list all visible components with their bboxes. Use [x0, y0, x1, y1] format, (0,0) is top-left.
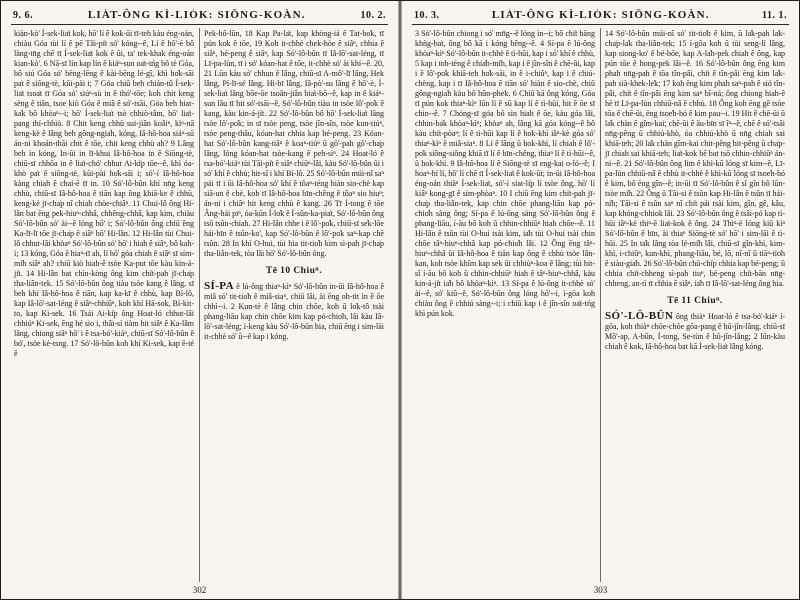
paragraph-text: ê lú-ông thiaⁿ-kìⁿ Só'-lô-bûn in-ūi Iâ-hô-hoa ê miâ só' tit-tio̍h ê miâ-siaⁿ, chiū lâi, ài ēng oh-tit ìn ê ōe chhì--i. 2 Kun-tè ê lâng chin chōe, koh ū lo̍k-tô tsài phang-liāu kap chin chōe kim kap pó-chio̍h, lâi kàu Iâ-lō'-sat-léng; í-keng kàu Só'-lô-bûn hia, chiū ēng i sim-lāi it-chhè só' ū--ê kap i kóng.: [204, 282, 384, 341]
chapter-heading-11: Tē 11 Chiuⁿ.: [667, 296, 723, 306]
verse-ref-top-left: 9. 6.: [13, 10, 33, 21]
dropcap-lead: SÍ-PA: [204, 280, 234, 292]
running-title-right: LIA̍T-ÔNG KÌ-LIO̍K: SIŌNG-KOÀN.: [491, 9, 710, 21]
verse-ref-top-right: 10. 2.: [360, 10, 386, 21]
scripture-text: kiàn-kò' Í-sek-lia̍t kok, hō' lí ê kok-ūi tī-teh kàu éng-oán, chiàu Góa tùi lí ê pē Tāi-pi̍t só' kóng--ê, Lí ê hō'-è bô làng-tn̄g chē tī Í-sek-lia̍t kok ê ūi, ta' tek-khak éng-oán kian-kò'. 6 Nā-sī lín kap lín ê kiáⁿ-sun oa̍t-tńg bô tè Góa, bô siú Góa só' bēng-lēng ê kài-bēng lé-gî, khì ho̍k-sāi pa̍t ê siōng-tè, kūi-pài i; 7 Góa chiū beh chián-tû Í-sek-lia̍t tsoa̍t tī Góa só' siúⁿ-sù in ê thó'-tōe; koh chit keng sèng ê tiān, tsoe kiò Góa ê miâ ê só'-tsāi, Góa beh hiat-ka̍k bô khòaⁿ--i; hō' Í-sek-lia̍t tsò chhiò-tâm, hō' lia̍t-pang thí-chhiò. 8 Chit keng chhù sui-jiân koâiⁿ, kìⁿ-nā keng-kè ê lâng beh gông-ngia̍h, kóng, Iâ-hô-hoa siáⁿ-sū án-ni khoán-thāi chit ê tōe, chit keng chhù ah? 9 Lâng beh ìn kóng, In-ūi in lī-khui Iâ-hô-hoa in ê Siōng-tè, chiū-sī chhōa in ê lia̍t-chó' chhut Ai-ki̍p tōe--ê, khì óa-khò pa̍t ê siōng-tè, kūi-pài ho̍k-sāi i; só'-í Iâ-hô-hoa kàng chiah ê chai-ē tī in. 10 Só'-lô-bûn khí nn̄g keng chhù, chiū-sī Iâ-hô-hoa ê tiān kap ông khiā-ke ê chhù, keng-kè jī-cha̍p nî chiah chòe-chiâⁿ. 11 Chui-lô ông Hi-lân bat ēng pek-hiuⁿ-chhâ, chhêng-chhâ, kap kim, chiàu Só'-lô-bûn só' ài--ê lóng hō' i; Só'-lô-bûn ông chiū ēng Ka-lī-lī tōe jī-cha̍p ê siâⁿ hō' Hi-lân. 12 Hi-lân tùi Chui-lô chhut-lâi khòaⁿ Só'-lô-bûn só' hō' i hiah ê siâⁿ, bô kah-ì; 13 kóng, Góa ê hiaⁿ-tī ah, lí hō' góa chiah ê siâⁿ sī sím-mi̍h siâⁿ ah? chiū kiò hiah-ê tsòe Ka-put tōe kàu kin-á-ji̍t. 14 Hi-lân bat chìn-kòng ông kim chi̍t-pah jī-cha̍p tha-liân-tek. 15 Só'-lô-bûn ông tiàu tsòe kang ê lâng, sī beh khí Iâ-hô-hoa ê tiān, kap ka-kī ê chhù, kap Bí-lô, kap Iâ-lō'-sat-léng ê siâⁿ-chhiûⁿ, koh khí Hā-sok, Bí-kit-to, kap Ki-sek. 16 Tsái Ai-ki̍p ông Hoat-ló chhut-lâi chhiúⁿ Ki-sek, ēng hé sio i, thâi-sí tiàm hit siâⁿ ê Ka-lâm lâng, chiong siâⁿ hō' i ê tsa-bó'-kiáⁿ, chiū-sī Só'-lô-bûn ê bó', tsòe kè-tsng. 17 Só'-lô-bûn koh khí Ki-sek, kap ē-té ê: [14, 29, 194, 358]
verse-ref-top-right: 11. 1.: [762, 10, 787, 21]
scripture-text: 14 Só'-lô-bûn múi-nî só' tit-tio̍h ê kim, ū la̍k-pah la̍k-cha̍p-la̍k tha-liân-tek; 15 í-gōa koh ū tùi seng-lí lâng, kap siong-ko' ê bé-bōe, kap A-la̍h-pek chiah ê ông, kap pún tōe ê hong-pek lâi--ê. 16 Só'-lô-bûn ông ēng kim phah nn̄g-pah ê tōa tîn-pâi, chi̍t ê tîn-pâi ēng kim la̍k-pah sià-khek-le̍k; 17 koh ēng kim phah saⁿ-pah ê sió tîn-pâi, chi̍t ê tîn-pâi ēng kim saⁿ bî-ná; ông chiong hiah-ê hē tī Lī-pa-lùn chhiū-nâ ê chhù. 18 Ông koh ēng gê tsòe tōa ê chē-ūi, ēng tsoe̍h-hó ê kim pau--i. 19 Hit ê chē-ūi ū la̍k chàn ê gîm-kai; chē-ūi ê āu-bīn sī îⁿ--ê, chē ê só'-tsāi nn̄g-pêng ū chhiú-khò, óa chhiú-khò ū nn̄g chiah sai khiā-teh; 20 la̍k chàn gîm-kai chit-pêng hit-pêng ū cha̍p-jī chiah sai khiā-teh; lia̍t-kok bē bat tsō chhin-chhiūⁿ án-ni--ê. 21 Só'-lô-bûn ông lim ê khì-kū lóng sī kim--ê, Lī-pa-lùn chhiū-nâ ê chhù it-chhè ê khì-kū lóng sī tsoe̍h-hó ê kim, bô ēng gîn--ê; in-ūi tī Só'-lô-bûn ê sî gîn bô lūn-tsòe mi̍h. 22 Ông ū Tāi-si ê tsûn kap Hi-lân ê tsûn tī hái-ni̍h; Tāi-si ê tsûn saⁿ nî chi̍t pái tsài kim, gîn, gê, kâu, kap khóng-chhiok lâi. 23 Só'-lô-bûn ông ê tsâi-pó kap tì-hūi iâⁿ-kè thiⁿ-ē lia̍t-kok ê ông. 24 Thiⁿ-ē lóng kiû kìⁿ Só'-lô-bûn ê bīn, ài thiaⁿ Siōng-tè só' hō' i sim-lāi ê tì-hūi. 25 In ta̍k lâng tòa lé-mi̍h lâi, chiū-sī gîn-khì, kim-khì, i-chiûⁿ, kun-khì, phang-liāu, bé, lô, nî-nî ū tiāⁿ-tio̍h ê siàu-gia̍h. 26 Só'-lô-bûn chū-chi̍p chhia kap bé-peng; ū chhia chi̍t-chheng sì-pah tiuⁿ, bé-peng chi̍t-bān nn̄g-chheng, an-tì tī chhia ê siâⁿ, ia̍h tī Iâ-lō'-sat-léng ông hia.: [605, 29, 785, 288]
scripture-text: [605, 311, 785, 352]
verse-ref-top-left: 10. 3.: [414, 10, 440, 21]
scripture-text: 3 Só'-lô-bûn chiong i só' mn̄g--ê lóng ìn--i; bô chi̍t hāng khǹg-ba̍t, ông bô kā i kóng bêng--ê. 4 Sí-pa ê lú-ông khòaⁿ-kìⁿ Só'-lô-bûn it-chhè ê tì-hūi, kap i só' khí ê chhù, 5 kap i toh-téng ê chia̍h-mi̍h, kap i ê jîn-sîn ê chē-ūi, kap i ê lô'-po̍k khiā-teh ho̍k-sāi, in ê i-chiûⁿ, kap i ê chiú-chèng, kap i tī Iâ-hô-hoa ê tiān só' hiàn ê sio-chè, chiū gông-ngia̍h kàu bô hûn-phek. 6 Chiū kā ông kóng, Góa tī pún kok thiaⁿ-kìⁿ lūn lí ê sū kap lí ê tì-hūi, hit ê ōe sī chin--ê. 7 Chóng-sī góa bô sìn hiah ê ōe, kàu góa lâi, chhin-ba̍k khòaⁿ-kìⁿ; khòaⁿ ah, lâng kā góa kóng--ê bô kàu chi̍t-pòaⁿ; lí ê tì-hūi kap lí ê hok-khì iâⁿ-kè góa só' thiaⁿ-kìⁿ ê miâ-siaⁿ. 8 Lí ê lâng ū hok-khì, lí chiah ê lô'-po̍k siông-siông khiā tī lí ê bīn-chêng, thiaⁿ lí ê tì-hūi--ê, ū hok-khì. 9 Iâ-hô-hoa lí ê Siōng-tè sī eng-kai o-ló--ê; I hoaⁿ-hí lí, hō' lí chē tī Í-sek-lia̍t ê kok-ūi; in-ūi Iâ-hô-hoa éng-oán thiàⁿ Í-sek-lia̍t, só'-í siat-li̍p lí tsòe ông, hō' lí kiâⁿ kong-gī ê sím-phòaⁿ. 10 I chiū ēng kim chi̍t-pah jī-cha̍p tha-liân-tek, kap chin chōe phang-liāu kap pó-chio̍h sàng ông; Sí-pa ê lú-ông sàng Só'-lô-bûn ông ê phang-liāu, í-āu bô koh ū chhin-chhiūⁿ hiah chōe--ê. 11 Hi-lân ê tsûn tùi O-hui tsài kim, ia̍h tùi O-hui tsài chin chōe tâⁿ-hiuⁿ-chhâ kap pó-chio̍h lâi. 12 Ông ēng tâⁿ-hiuⁿ-chhâ ūi Iâ-hô-hoa ê tiān kap ông ê chhù tsòe lân-kan, koh tsòe khîm kap sek ūi chhiùⁿ-koa ê lâng; tùi hit-sî í-āu bô koh ū chhin-chhiūⁿ hiah ê tâⁿ-hiuⁿ-chhâ, kàu kin-á-ji̍t ia̍h bô khòaⁿ-kìⁿ. 13 Sí-pa ê lú-ông it-chhè só' ài--ê, só' kiû--ê, Só'-lô-bûn ông lóng hō'--i, í-gōa koh chiàu ông ê chhiú sàng--i; i chiū kap i ê jîn-sîn oa̍t-tńg khì pún kok.: [415, 29, 595, 318]
page-right-column-2: [602, 28, 789, 582]
page-left: [1, 1, 398, 599]
page-right-footer: [412, 582, 789, 595]
page-right-header: [412, 7, 789, 25]
page-left-column-1: [11, 28, 198, 582]
page-right: [402, 1, 799, 599]
page-number-right: 303: [593, 585, 608, 595]
page-left-footer: [11, 582, 388, 595]
dropcap-lead: SÓ'-LÔ-BÛN: [605, 310, 674, 322]
column-divider: [600, 28, 601, 582]
scripture-text: Pek-hô-lûn, 18 Kap Pa-la̍t, kap khòng-iá ê Tat-bo̍k, tī pún kok ê tōe, 19 Koh it-chhè chek-hòe ê siâⁿ, chhia ê siâⁿ, bé-peng ê siâⁿ, kap Só'-lô-bûn tī Iâ-lō'-sat-léng, tī Lī-pa-lùn, tī i só' kóan-hat ê tōe, it-chhè só' ài khí--ê. 20, 21 Lūn kàu só' chhun ê lâng, chiū-sī A-mô'-lī lâng, Hek lâng, Pí-lī-sé lâng, Hi-bī lâng, Iâ-pò'-su lâng ê hō'-è, Í-sek-lia̍t lâng bōe-ōe tsoân-jiân bia̍t-bô--ê, kap in ê kiáⁿ-sun lâu tī hit só'-tsāi--ê, Só'-lô-bûn tiàu in tsòe lô'-po̍k ê kang, kàu kin-á-ji̍t. 22 Só'-lô-bûn bô hō' Í-sek-lia̍t lâng tsòe lô'-po̍k; in sī tsòe peng, tsòe jîn-sîn, tsòe kun-tiúⁿ, tsòe peng-thâu, kóan-hat chhia kap bé-peng. 23 Kóan-hat Só'-lô-bûn kang-tiâⁿ ê koaⁿ-tiúⁿ ū gō'-pah gō'-cha̍p lâng, lóng kóan-hat tsòe-kang ê peh-sìⁿ. 24 Hoat-ló ê tsa-bó'-kiáⁿ tùi Tāi-pi̍t ê siâⁿ chiūⁿ-lâi, kàu Só'-lô-bûn ūi i só' khí ê chhù; hit-sî i khí Bí-lô. 25 Só'-lô-bûn múi-nî saⁿ pái tī i ūi Iâ-hô-hoa só' khí ê tôaⁿ-téng hiàn sio-chè kap siā-un ê chè, koh tī Iâ-hô-hoa bīn-chêng ê tôaⁿ sio hiuⁿ; án-ni i chiâⁿ hit keng chhù ê kang. 26 Tī Í-tong ê tōe Âng-hái piⁿ, óa-kūn Í-lo̍k ê Í-sûn-ka-pia̍t, Só'-lô-bûn ông tsō tsûn-chiah. 27 Hi-lân chhe i ê lô'-po̍k, chiū-sī se̍k-lōe hái-bīn ê tsûn-ko', kap Só'-lô-bûn ê lô'-po̍k saⁿ-kap chē tsûn. 28 In khì O-hui, tùi hia tit-tio̍h kim sì-pah jī-cha̍p tha-liân-tek, tòa lâi hō' Só'-lô-bûn ông.: [204, 29, 384, 258]
page-right-column-1: [412, 28, 599, 582]
page-left-columns: [11, 28, 388, 582]
chapter-heading-10: Tē 10 Chiuⁿ.: [265, 266, 323, 276]
column-divider: [199, 28, 200, 582]
page-left-header: [11, 7, 388, 25]
scripture-text: [204, 281, 384, 342]
paragraph-text: ông thiàⁿ Hoat-ló ê tsa-bó'-kiáⁿ í-gōa, koh thiàⁿ chōe-chōe gōa-pang ê hū-jîn-lâng, chiū-sī Mô'-ap, A-bûn, Í-tong, Se-tùn ê hū-jîn-lâng; 2 lūn-kàu chiah ê kok, Iâ-hô-hoa bat kā Í-sek-lia̍t lâng kóng.: [605, 312, 785, 351]
page-right-columns: [412, 28, 789, 582]
page-left-column-2: [201, 28, 388, 582]
page-number-left: 302: [192, 585, 207, 595]
running-title-left: LIA̍T-ÔNG KÌ-LIO̍K: SIŌNG-KOÀN.: [87, 9, 306, 21]
